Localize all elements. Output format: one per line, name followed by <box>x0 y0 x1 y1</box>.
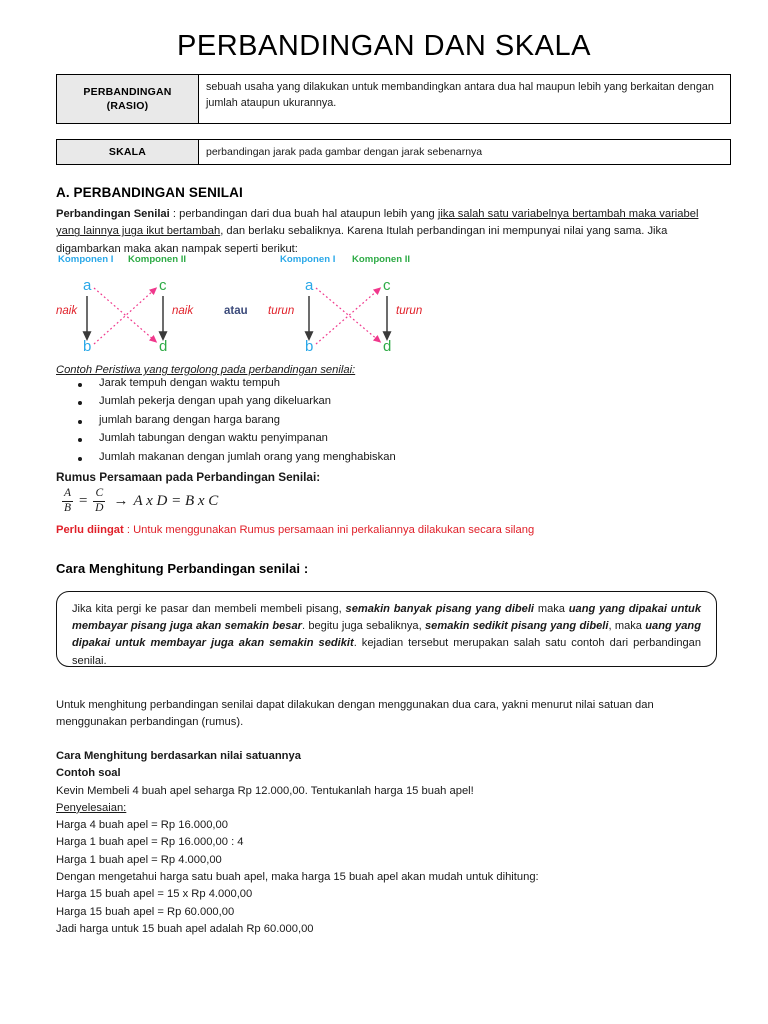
diagram-left-b: b <box>83 338 92 355</box>
definition-term-line2: (RASIO) <box>106 100 149 112</box>
diagram-left-cross-arrow-2 <box>94 290 154 344</box>
important-note-separator: : <box>123 524 134 536</box>
callout-p1: Jika kita pergi ke pasar dan membeli membeli pisang, <box>72 603 346 615</box>
formula-arrow-icon: → <box>113 492 129 509</box>
worked-example-heading: Cara Menghitung berdasarkan nilai satuannya <box>56 750 301 762</box>
list-item-label: Jarak tempuh dengan waktu tempuh <box>99 377 280 389</box>
lead-separator: : <box>169 208 180 220</box>
important-note-text: Untuk menggunakan Rumus persamaan ini perkaliannya dilakukan secara silang <box>133 524 535 536</box>
callout-bold3: semakin sedikit pisang yang dibeli <box>425 620 609 633</box>
callout-bold1: semakin banyak pisang yang dibeli <box>345 603 535 615</box>
list-item <box>56 414 716 432</box>
diagram-connector-atau: atau <box>224 305 248 317</box>
lead-part2: , dan berlaku sebaliknya. Karena Itulah perbandingan ini mempunyai nilai yang sama. Jika digambarkan maka akan nampak seperti berikut: <box>56 225 668 255</box>
diagram-right-cross-arrow-1 <box>316 288 378 340</box>
diagram-left-header-komponen-i: Komponen I <box>58 254 114 265</box>
diagram-right-cross-arrow-2 <box>316 290 378 344</box>
bullet-icon <box>78 457 82 461</box>
diagram-right-header-komponen-ii: Komponen II <box>352 254 411 265</box>
list-item <box>56 451 716 469</box>
diagram-left-c: c <box>159 277 167 294</box>
list-item-label: Jumlah pekerja dengan upah yang dikeluarkan <box>99 395 331 408</box>
bullet-icon <box>78 438 82 442</box>
how-to-heading: Cara Menghitung Perbandingan senilai : <box>56 561 309 576</box>
worked-example-problem: Kevin Membeli 4 buah apel seharga Rp 12.000,00. Tentukanlah harga 15 buah apel! <box>56 784 474 797</box>
examples-list <box>56 377 716 469</box>
definition-term-cell <box>57 140 199 164</box>
lead-underlined: jika salah satu variabelnya bertambah maka variabel yang lainnya juga ikut bertambah <box>56 208 699 238</box>
callout-p5: . kejadian tersebut merupakan salah satu contoh dari perbandingan senilai. <box>72 637 701 667</box>
fraction-left-denominator: B <box>64 501 72 514</box>
worked-example-step: Harga 15 buah apel = Rp 60.000,00 <box>56 905 235 918</box>
definition-table-perbandingan <box>56 74 731 124</box>
definition-term-cell <box>57 75 199 123</box>
section-a-heading: A. PERBANDINGAN SENILAI <box>56 185 243 200</box>
callout-bold4: uang yang dipakai untuk membayar juga akan semakin sedikit <box>72 620 701 650</box>
lead-label: Perbandingan Senilai <box>56 208 170 220</box>
definition-term-line1: SKALA <box>108 145 147 158</box>
list-item-label: jumlah barang dengan harga barang <box>99 413 281 426</box>
page-title: PERBANDINGAN DAN SKALA <box>177 30 591 62</box>
diagram-right-c: c <box>383 277 391 294</box>
list-item <box>56 395 716 413</box>
important-note <box>56 524 534 536</box>
lead-part1: perbandingan dari dua buah hal ataupun lebih yang <box>179 208 438 220</box>
callout-p4: , maka <box>608 620 646 633</box>
callout-bold2: uang yang dipakai untuk membayar pisang juga akan semakin besar <box>72 603 702 633</box>
bullet-icon <box>78 401 82 405</box>
definition-term-line1: PERBANDINGAN <box>83 85 172 98</box>
definition-table-skala <box>56 139 731 165</box>
definition-text-cell: sebuah usaha yang dilakukan untuk membandingkan antara dua hal maupun lebih yang berkaitan dengan jumlah ataupun ukurannya. <box>206 81 714 109</box>
worked-example-block <box>56 748 736 938</box>
fraction-left-numerator: A <box>64 487 72 499</box>
list-item <box>56 377 716 395</box>
important-note-label: Perlu diingat <box>56 524 124 536</box>
bullet-icon <box>78 383 82 387</box>
diagram-left-cross-arrow-1 <box>94 288 154 340</box>
formula-heading: Rumus Persamaan pada Perbandingan Senilai: <box>56 470 321 484</box>
callout-p3: . begitu juga sebaliknya, <box>301 620 425 633</box>
diagram-right-label-turun-2: turun <box>396 305 423 317</box>
formula-expression <box>62 488 218 514</box>
diagram-left-a: a <box>83 277 92 294</box>
worked-example-step: Harga 15 buah apel = 15 x Rp 4.000,00 <box>56 888 253 901</box>
diagram-right-a: a <box>305 277 314 294</box>
fraction-right-denominator: D <box>95 501 104 514</box>
fraction-left <box>62 488 73 514</box>
diagram-left-label-naik-2: naik <box>172 305 194 317</box>
diagram-right-d: d <box>383 338 392 355</box>
diagram-left-label-naik-1: naik <box>56 305 78 317</box>
examples-heading: Contoh Peristiwa yang tergolong pada perbandingan senilai: <box>56 364 356 376</box>
fraction-right-numerator: C <box>95 487 104 499</box>
diagram-right-header-komponen-i: Komponen I <box>280 254 336 265</box>
how-to-paragraph: Untuk menghitung perbandingan senilai dapat dilakukan dengan menggunakan dua cara, yakni menurut nilai satuan dan menggunakan perbandingan (rumus). <box>56 699 654 729</box>
list-item-label: Jumlah makanan dengan jumlah orang yang menghabiskan <box>99 450 396 463</box>
worked-example-step: Jadi harga untuk 15 buah apel adalah Rp 60.000,00 <box>56 922 314 935</box>
worked-example-step: Dengan mengetahui harga satu buah apel, maka harga 15 buah apel akan mudah untuk dihitung: <box>56 871 539 884</box>
diagram-right-b: b <box>305 338 314 355</box>
fraction-right <box>93 488 105 514</box>
callout-p2: maka <box>534 603 569 615</box>
callout-box <box>56 591 717 667</box>
worked-example-step: Harga 1 buah apel = Rp 16.000,00 : 4 <box>56 836 244 849</box>
section-a-lead-paragraph <box>56 206 719 258</box>
list-item-label: Jumlah tabungan dengan waktu penyimpanan <box>99 432 328 445</box>
diagram-right-label-turun-1: turun <box>268 305 295 317</box>
worked-example-solution-label: Penyelesaian: <box>56 801 127 814</box>
list-item <box>56 432 716 450</box>
bullet-icon <box>78 420 82 424</box>
worked-example-step: Harga 1 buah apel = Rp 4.000,00 <box>56 853 222 866</box>
diagram-left-header-komponen-ii: Komponen II <box>128 254 187 265</box>
worked-example-subheading: Contoh soal <box>56 767 121 780</box>
diagram-left-d: d <box>159 338 168 355</box>
senilai-diagram <box>56 252 496 362</box>
formula-result: A x D = B x C <box>133 492 219 509</box>
worked-example-step: Harga 4 buah apel = Rp 16.000,00 <box>56 819 228 832</box>
formula-equals: = <box>78 492 89 509</box>
definition-text-cell: perbandingan jarak pada gambar dengan jarak sebenarnya <box>206 146 483 158</box>
